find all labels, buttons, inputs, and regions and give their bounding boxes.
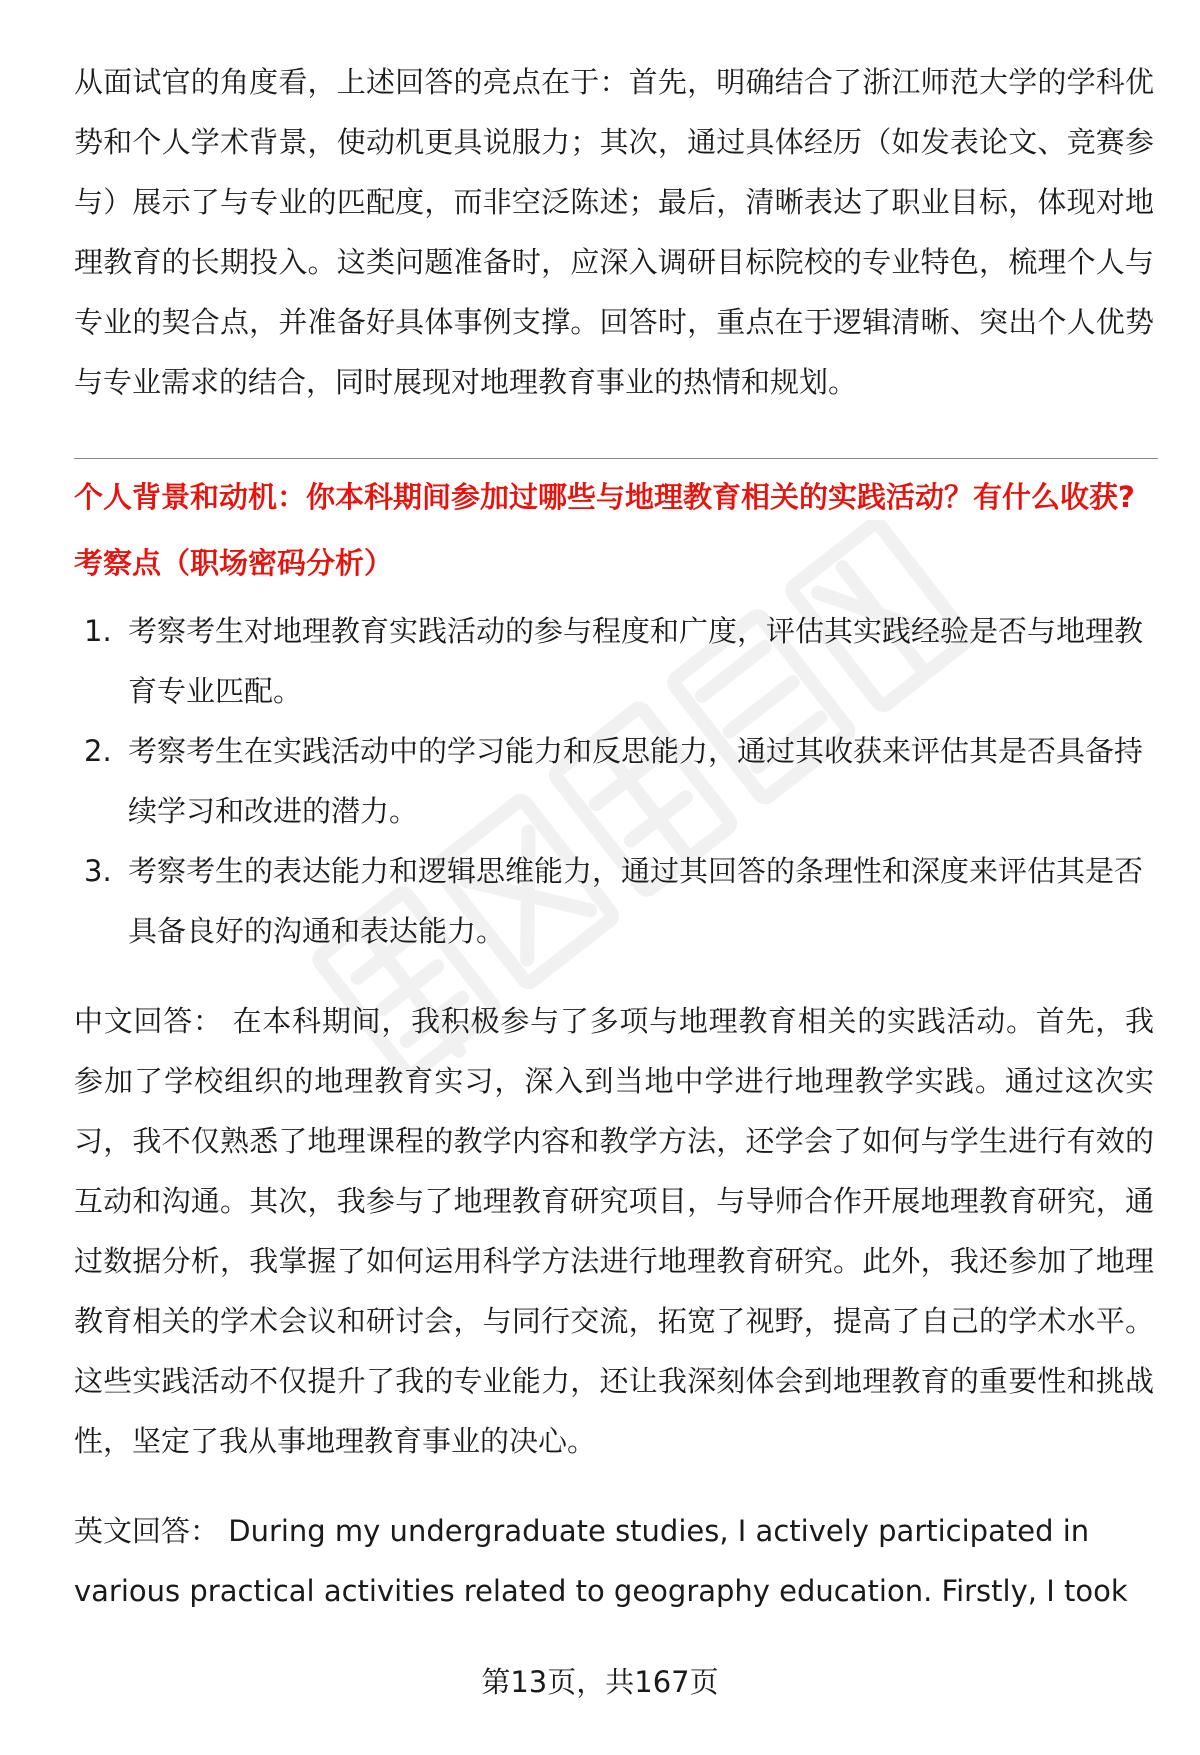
document-page bbox=[74, 52, 1154, 1621]
list-item-text: 考察考生的表达能力和逻辑思维能力，通过其回答的条理性和深度来评估其是否具备良好的沟通和表达能力。 bbox=[128, 854, 1144, 948]
assessment-list bbox=[74, 601, 1154, 961]
english-answer-text: During my undergraduate studies, I actively participated in various practical activities related to geography education. Firstly, I took bbox=[74, 1514, 1128, 1608]
chinese-answer bbox=[74, 991, 1154, 1471]
english-answer-label: 英文回答： bbox=[74, 1514, 220, 1548]
list-item bbox=[74, 721, 1154, 841]
chinese-answer-label: 中文回答： bbox=[74, 1004, 223, 1038]
list-item bbox=[74, 601, 1154, 721]
intro-paragraph: 从面试官的角度看，上述回答的亮点在于：首先，明确结合了浙江师范大学的学科优势和个人学术背景，使动机更具说服力；其次，通过具体经历（如发表论文、竞赛参与）展示了与专业的匹配度，而非空泛陈述；最后，清晰表达了职业目标，体现对地理教育的长期投入。这类问题准备时，应深入调研目标院校的专业特色，梳理个人与专业的契合点，并准备好具体事例支撑。回答时，重点在于逻辑清晰、突出个人优势与专业需求的结合，同时展现对地理教育事业的热情和规划。 bbox=[74, 65, 1154, 399]
question-heading: 个人背景和动机：你本科期间参加过哪些与地理教育相关的实践活动？有什么收获? bbox=[74, 480, 1135, 514]
list-number: 1. bbox=[84, 614, 112, 648]
english-answer bbox=[74, 1501, 1154, 1621]
section-divider bbox=[74, 458, 1158, 459]
list-item-text: 考察考生在实践活动中的学习能力和反思能力，通过其收获来评估其是否具备持续学习和改进的潜力。 bbox=[128, 734, 1144, 828]
list-number: 2. bbox=[84, 734, 112, 768]
page-footer: 第13页，共167页 bbox=[481, 1665, 719, 1699]
assessment-heading: 考察点（职场密码分析） bbox=[74, 546, 394, 580]
list-item bbox=[74, 841, 1154, 961]
chinese-answer-text: 在本科期间，我积极参与了多项与地理教育相关的实践活动。首先，我参加了学校组织的地理教育实习，深入到当地中学进行地理教学实践。通过这次实习，我不仅熟悉了地理课程的教学内容和教学方法，还学会了如何与学生进行有效的互动和沟通。其次，我参与了地理教育研究项目，与导师合作开展地理教育研究，通过数据分析，我掌握了如何运用科学方法进行地理教育研究。此外，我还参加了地理教育相关的学术会议和研讨会，与同行交流，拓宽了视野，提高了自己的学术水平。这些实践活动不仅提升了我的专业能力，还让我深刻体会到地理教育的重要性和挑战性，坚定了我从事地理教育事业的决心。 bbox=[74, 1004, 1154, 1458]
list-number: 3. bbox=[84, 854, 112, 888]
list-item-text: 考察考生对地理教育实践活动的参与程度和广度，评估其实践经验是否与地理教育专业匹配。 bbox=[128, 614, 1144, 708]
